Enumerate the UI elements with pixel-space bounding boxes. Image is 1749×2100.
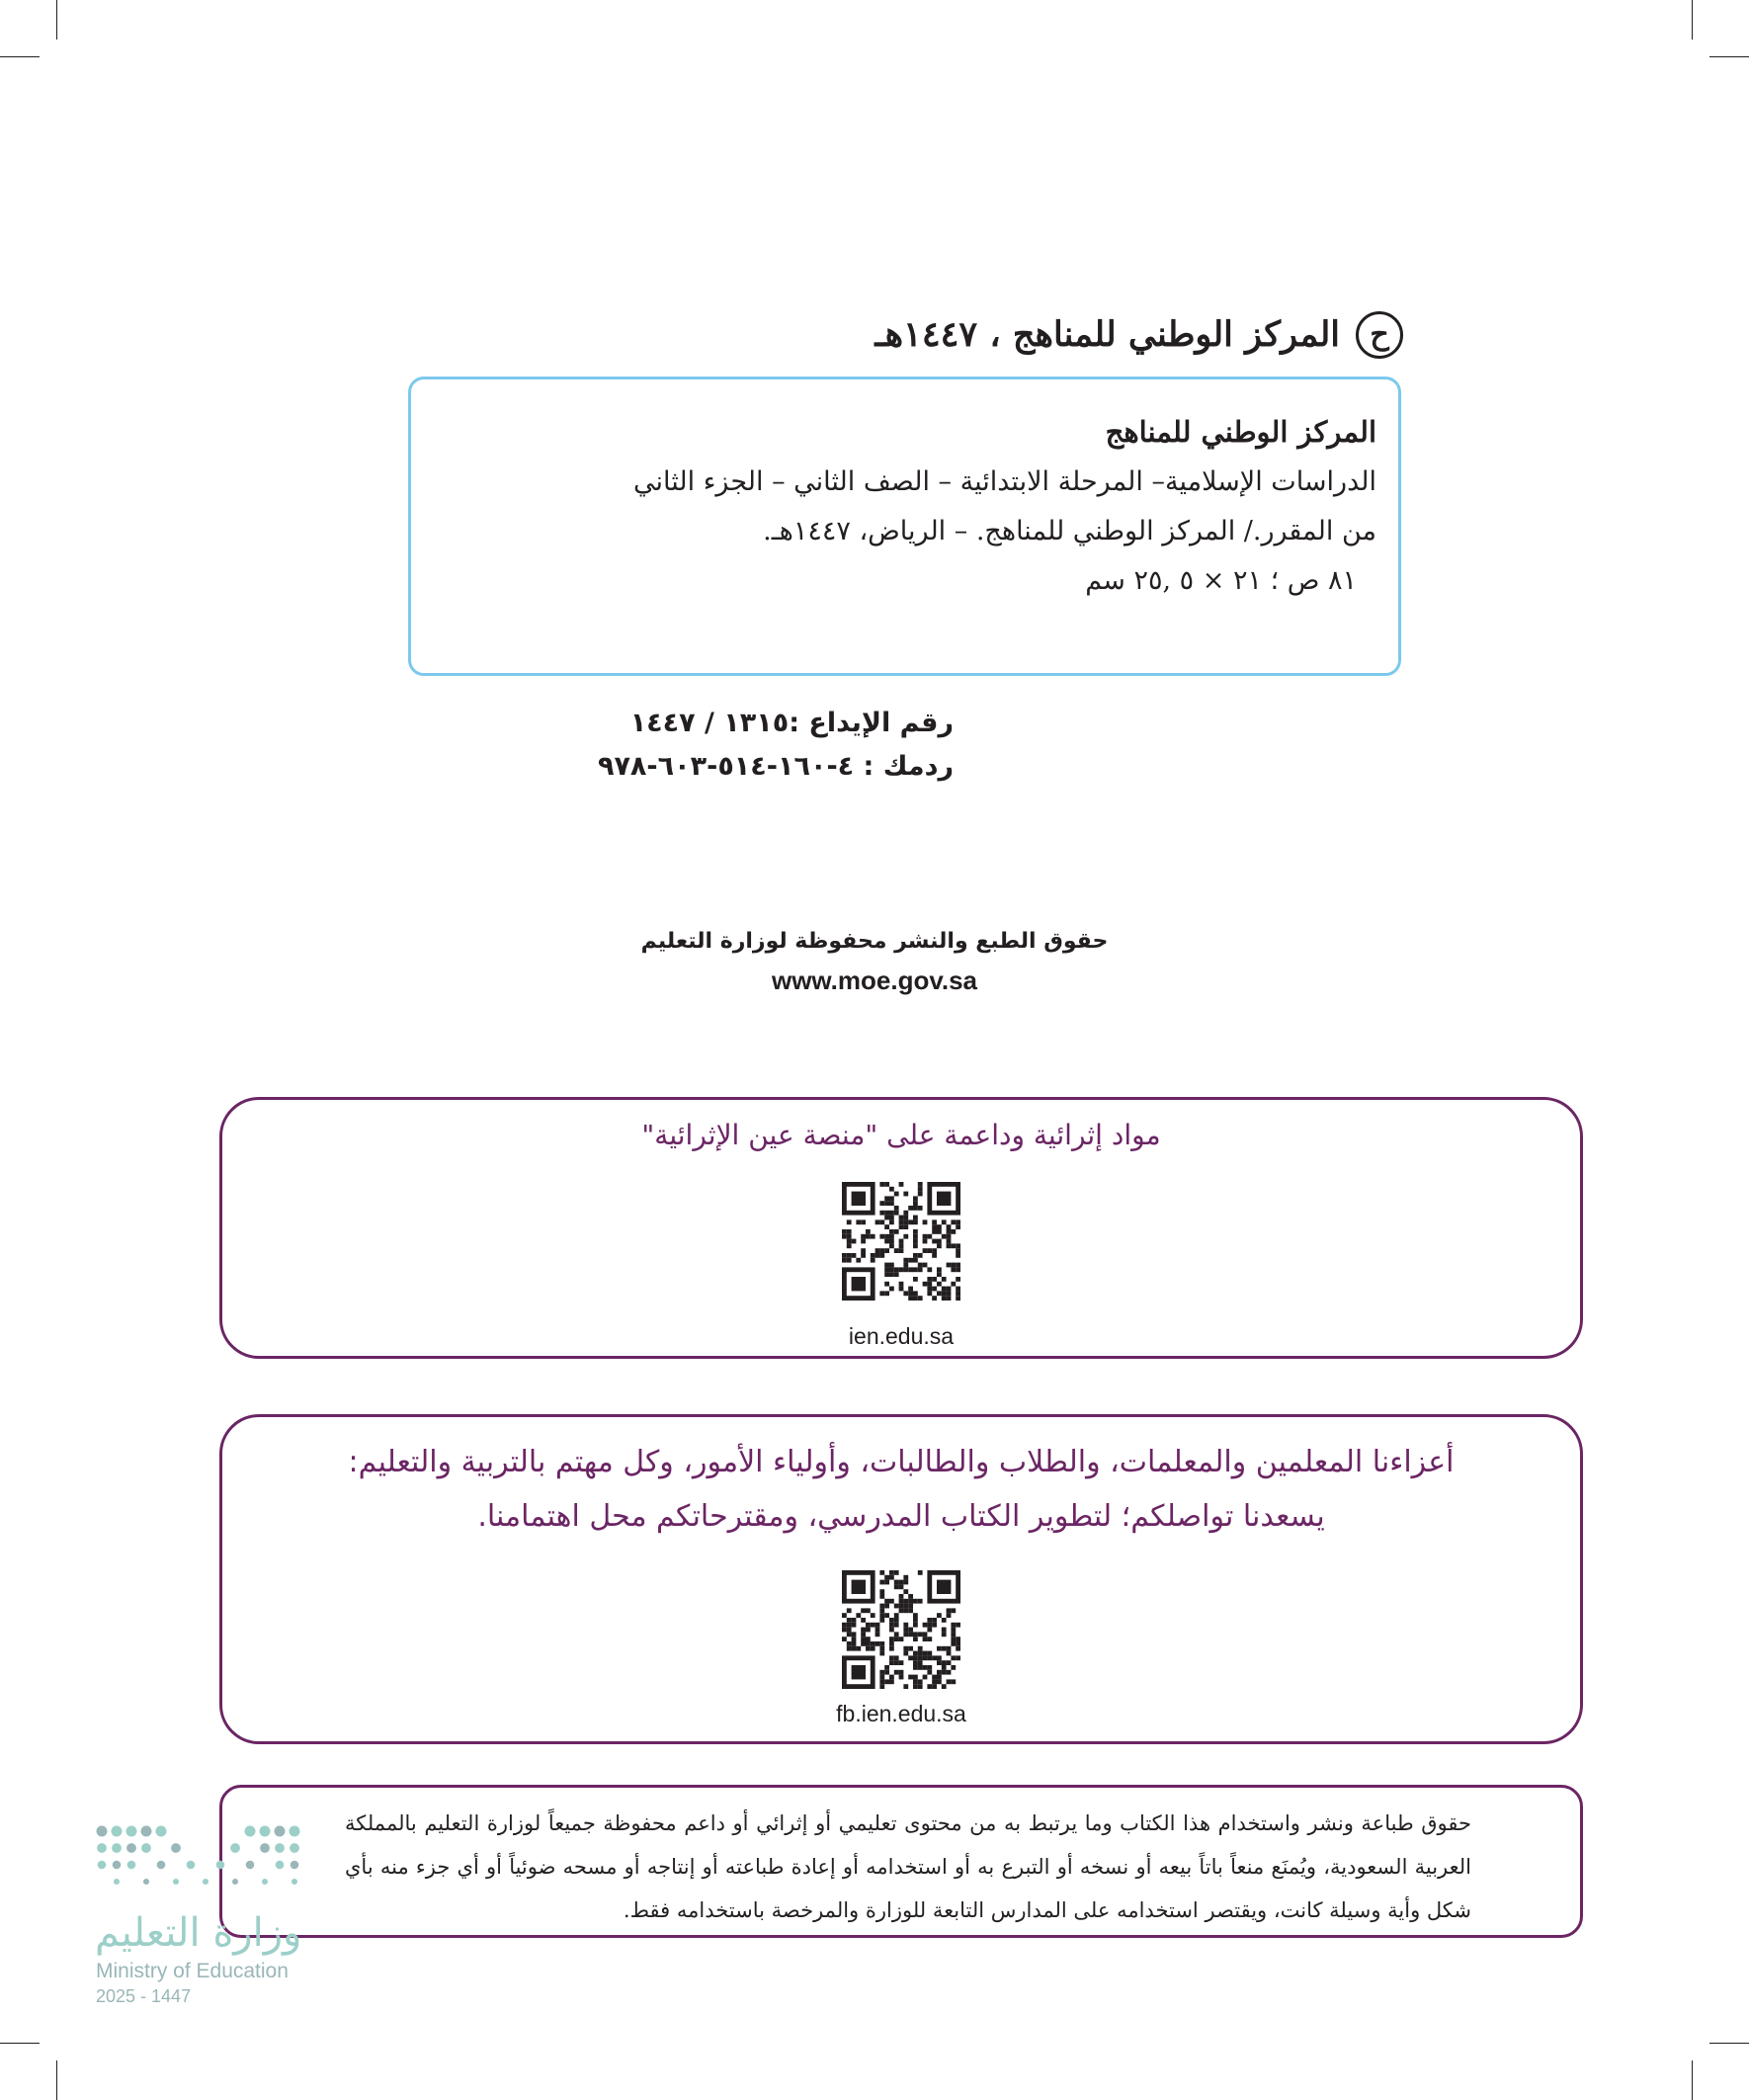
crop-mark [0, 2043, 40, 2044]
cataloging-box [408, 377, 1401, 676]
deposit-number: رقم الإيداع :١٣١٥ / ١٤٤٧ [629, 708, 954, 738]
feedback-qr-code-icon[interactable] [842, 1570, 960, 1689]
copyright-heading [316, 308, 1403, 362]
copyright-text: المركز الوطني للمناهج ، ١٤٤٧هـ [874, 314, 1340, 355]
legal-notice-text: حقوق طباعة ونشر واستخدام هذا الكتاب وما يرتبط به من محتوى تعليمي أو إثرائي أو داعم محفوظة جميعاً لوزارة التعليم بالمملكة العربية السعودية، ويُمنَع منعاً باتاً بيعه أو نسخه أو التبرع به أو استخدامه أو إعادة طباعته أو إنتاجه أو مسحه ضوئياً أو أي جزء منه بأي شكل وأية وسيلة كانت، ويقتصر استخدامه على المدارس التابعة للوزارة والمرخصة باستخدامه فقط. [345, 1811, 1471, 1922]
crop-mark [56, 2060, 57, 2100]
crop-mark [1709, 2043, 1749, 2044]
crop-mark [1692, 2060, 1693, 2100]
crop-mark [0, 56, 40, 57]
crop-mark [1692, 0, 1693, 40]
ien-url[interactable]: ien.edu.sa [848, 1323, 955, 1349]
catalog-pages: ٨١ ص ؛ ٢١ × ٥ ,٢٥ سم [1085, 565, 1357, 596]
catalog-title: الدراسات الإسلامية– المرحلة الابتدائية – الصف الثاني – الجزء الثاني [633, 466, 1376, 497]
crop-mark [56, 0, 57, 40]
feedback-line-2: يسعدنا تواصلكم؛ لتطوير الكتاب المدرسي، ومقترحاتكم محل اهتمامنا. [477, 1499, 1325, 1534]
catalog-author: المركز الوطني للمناهج [1105, 415, 1376, 449]
ministry-logo-arabic: وزارة التعليم [95, 1910, 302, 1956]
feedback-box [219, 1414, 1583, 1744]
rights-statement: حقوق الطبع والنشر محفوظة لوزارة التعليم [640, 929, 1109, 954]
catalog-publisher: من المقرر./ المركز الوطني للمناهج. – الرياض، ١٤٤٧هـ. [763, 516, 1376, 546]
crop-mark [1709, 56, 1749, 57]
copyright-circle-mark: ح [1356, 311, 1403, 359]
ien-platform-box [219, 1097, 1583, 1359]
ministry-logo-year: 2025 - 1447 [96, 1986, 192, 2006]
ien-heading: مواد إثرائية وداعمة على "منصة عين الإثرائية" [641, 1119, 1161, 1151]
feedback-url[interactable]: fb.ien.edu.sa [836, 1701, 966, 1726]
feedback-line-1: أعزاءنا المعلمين والمعلمات، والطلاب والطالبات، وأولياء الأمور، وكل مهتم بالتربية والتعليم: [348, 1445, 1455, 1479]
website-link[interactable]: www.moe.gov.sa [771, 966, 978, 995]
legal-notice-box [219, 1785, 1583, 1938]
ministry-logo-english: Ministry of Education [96, 1960, 289, 1982]
isbn-number: ردمك : ٤-١٦٠-٥١٤-٦٠٣-٩٧٨ [597, 751, 954, 782]
ministry-logo-dots-icon [95, 1823, 312, 1902]
ien-qr-code-icon[interactable] [842, 1182, 960, 1301]
